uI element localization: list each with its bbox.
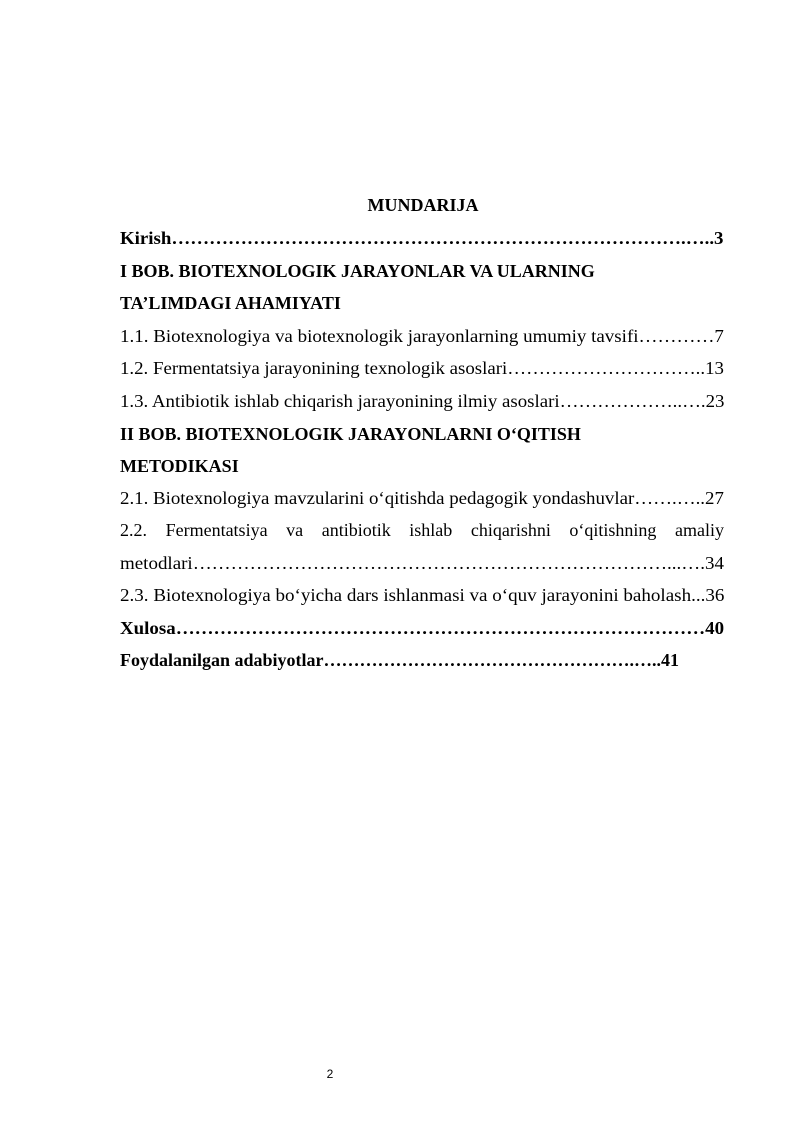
toc-entry-kirish: Kirish……………………………………………………………………….…..3 xyxy=(120,228,724,248)
page-number: 2 xyxy=(326,1067,334,1081)
toc-chapter-2-title-line-2: METODIKASI xyxy=(120,456,239,476)
toc-chapter-1-title-line-1: I BOB. BIOTEXNOLOGIK JARAYONLAR VA ULARNING xyxy=(120,261,595,281)
toc-entry-section-1-1: 1.1. Biotexnologiya va biotexnologik jarayonlarning umumiy tavsifi…………7 xyxy=(120,326,724,346)
toc-entry-section-1-2: 1.2. Fermentatsiya jarayonining texnologik asoslari…………………………..13 xyxy=(120,358,724,378)
toc-chapter-2-title-line-1: II BOB. BIOTEXNOLOGIK JARAYONLARNI O‘QITISH xyxy=(120,424,581,444)
toc-entry-adabiyotlar: Foydalanilgan adabiyotlar…………………………………………….…..41 xyxy=(120,650,680,670)
page-title: MUNDARIJA xyxy=(367,195,479,215)
toc-entry-section-2-3: 2.3. Biotexnologiya bo‘yicha dars ishlanmasi va o‘quv jarayonini baholash...36 xyxy=(120,585,725,605)
toc-chapter-1-title-line-2: TA’LIMDAGI AHAMIYATI xyxy=(120,293,341,313)
toc-entry-xulosa: Xulosa…………………………………………………………………………40 xyxy=(120,618,725,638)
toc-entry-section-2-2-line-2: metodlari…………………………………………………………………...….34 xyxy=(120,553,724,573)
toc-entry-section-2-1: 2.1. Biotexnologiya mavzularini o‘qitishda pedagogik yondashuvlar…….…..27 xyxy=(120,488,724,508)
toc-entry-section-1-3: 1.3. Antibiotik ishlab chiqarish jarayonining ilmiy asoslari………………..….23 xyxy=(120,391,725,411)
toc-entry-section-2-2-line-1: 2.2. Fermentatsiya va antibiotik ishlab chiqarishni o‘qitishning amaliy xyxy=(120,520,724,540)
